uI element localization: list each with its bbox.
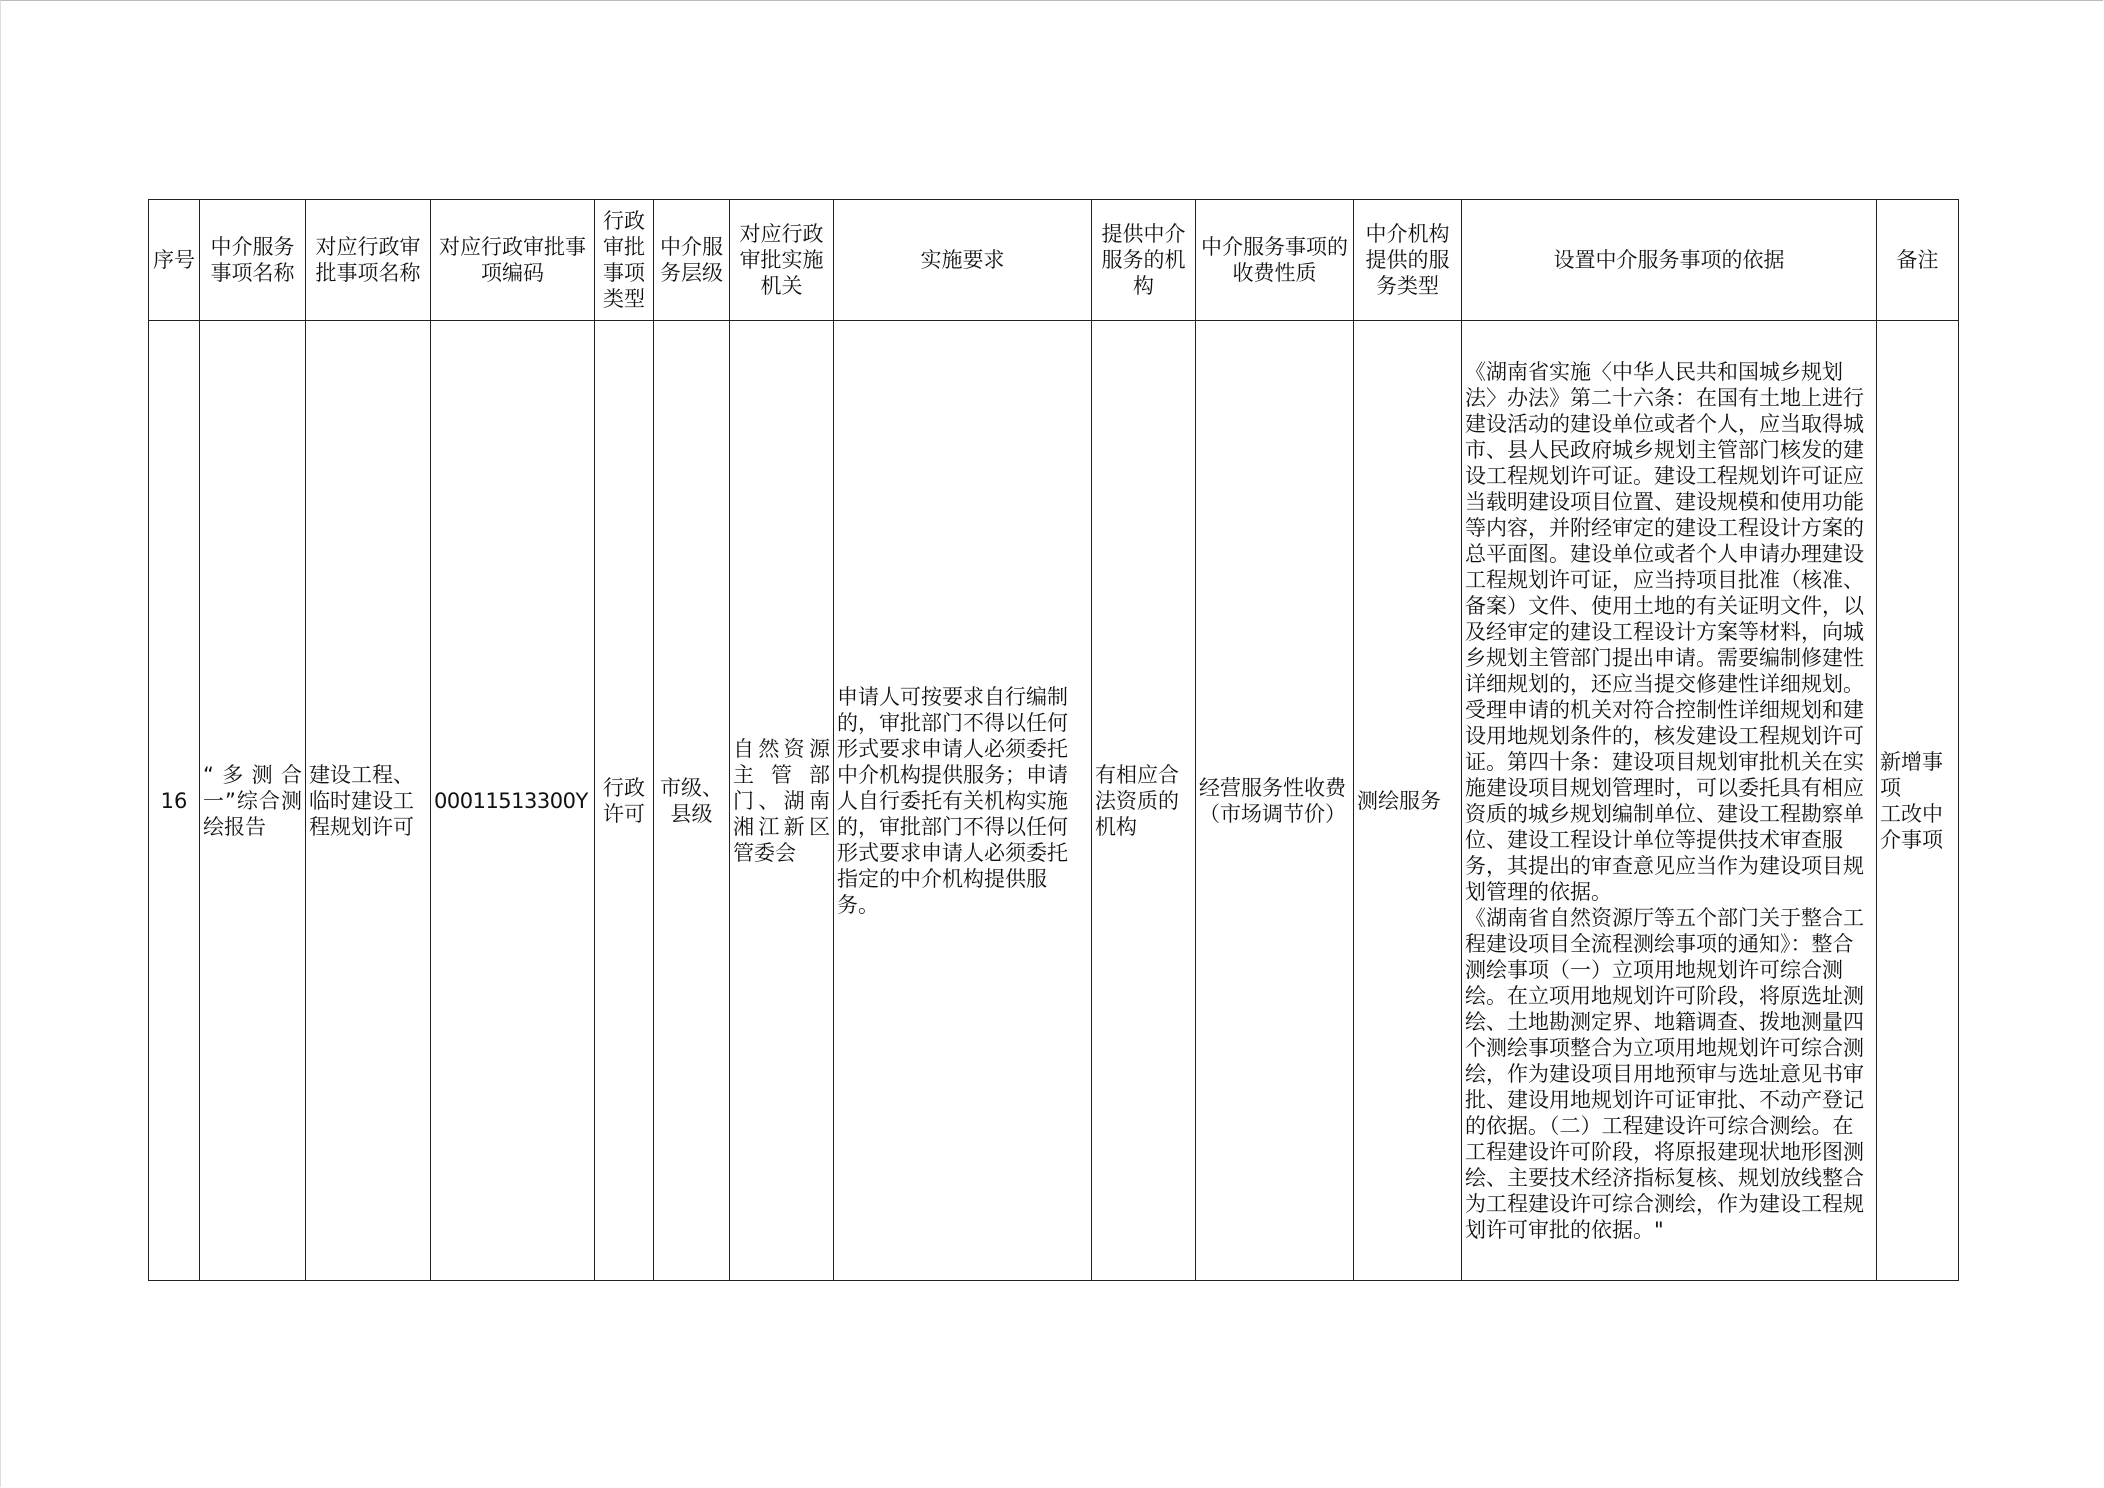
header-remark: 备注 xyxy=(1877,200,1959,321)
cell-provider: 有相应合法资质的机构 xyxy=(1092,321,1196,1281)
header-basis: 设置中介服务事项的依据 xyxy=(1462,200,1877,321)
cell-remark xyxy=(1877,321,1959,1281)
header-provider: 提供中介服务的机构 xyxy=(1092,200,1196,321)
header-service-type: 中介机构提供的服务类型 xyxy=(1354,200,1462,321)
remark-line-1: 新增事项 xyxy=(1880,749,1943,800)
header-requirements: 实施要求 xyxy=(834,200,1092,321)
header-approval-name: 对应行政审批事项名称 xyxy=(306,200,431,321)
remark-line-2: 工改中介事项 xyxy=(1880,801,1943,852)
cell-service-name: “多测合一”综合测绘报告 xyxy=(200,321,306,1281)
basis-paragraph-2: 《湖南省自然资源厅等五个部门关于整合工程建设项目全流程测绘事项的通知》：整合测绘事项（一）立项用地规划许可综合测绘。在立项用地规划许可阶段，将原选址测绘、土地勘测定界、地籍调查、拨地测量四个测绘事项整合为立项用地规划许可综合测绘，作为建设项目用地预审与选址意见书审批、建设用地规划许可证审批、不动产登记的依据。（二）工程建设许可综合测绘。在工程建设许可阶段，将原报建现状地形图测绘、主要技术经济指标复核、规划放线整合为工程建设许可综合测绘，作为建设工程规划许可审批的依据。" xyxy=(1465,905,1864,1242)
cell-approval-code: 00011513300Y xyxy=(431,321,595,1281)
header-service-name: 中介服务事项名称 xyxy=(200,200,306,321)
basis-paragraph-1: 《湖南省实施〈中华人民共和国城乡规划法〉办法》第二十六条：在国有土地上进行建设活动的建设单位或者个人，应当取得城市、县人民政府城乡规划主管部门核发的建设工程规划许可证。建设工程规划许可证应当载明建设项目位置、建设规模和使用功能等内容，并附经审定的建设工程设计方案的总平面图。建设单位或者个人申请办理建设工程规划许可证，应当持项目批准（核准、备案）文件、使用土地的有关证明文件，以及经审定的建设工程设计方案等材料，向城乡规划主管部门提出申请。需要编制修建性详细规划的，还应当提交修建性详细规划。受理申请的机关对符合控制性详细规划和建设用地规划条件的，核发建设工程规划许可证。第四十条：建设项目规划审批机关在实施建设项目规划管理时，可以委托具有相应资质的城乡规划编制单位、建设工程勘察单位、建设工程设计单位等提供技术审查服务，其提出的审查意见应当作为建设项目规划管理的依据。 xyxy=(1465,359,1864,904)
header-seq: 序号 xyxy=(149,200,200,321)
cell-basis xyxy=(1462,321,1877,1281)
header-approval-type: 行政审批事项类型 xyxy=(595,200,654,321)
cell-fee-nature: 经营服务性收费（市场调节价） xyxy=(1196,321,1354,1281)
cell-service-type: 测绘服务 xyxy=(1354,321,1462,1281)
table-row xyxy=(149,321,1959,1281)
header-approval-code: 对应行政审批事项编码 xyxy=(431,200,595,321)
cell-approval-name: 建设工程、临时建设工程规划许可 xyxy=(306,321,431,1281)
cell-seq: 16 xyxy=(149,321,200,1281)
header-fee-nature: 中介服务事项的收费性质 xyxy=(1196,200,1354,321)
cell-requirements: 申请人可按要求自行编制的，审批部门不得以任何形式要求申请人必须委托中介机构提供服务；申请人自行委托有关机构实施的，审批部门不得以任何形式要求申请人必须委托指定的中介机构提供服务。 xyxy=(834,321,1092,1281)
table-header-row xyxy=(149,200,1959,321)
header-agency: 对应行政审批实施机关 xyxy=(730,200,834,321)
cell-service-level: 市级、县级 xyxy=(654,321,730,1281)
intermediary-services-table xyxy=(148,199,1959,1281)
header-service-level: 中介服务层级 xyxy=(654,200,730,321)
cell-approval-type: 行政许可 xyxy=(595,321,654,1281)
cell-agency: 自然资源主管部门、湖南湘江新区管委会 xyxy=(730,321,834,1281)
